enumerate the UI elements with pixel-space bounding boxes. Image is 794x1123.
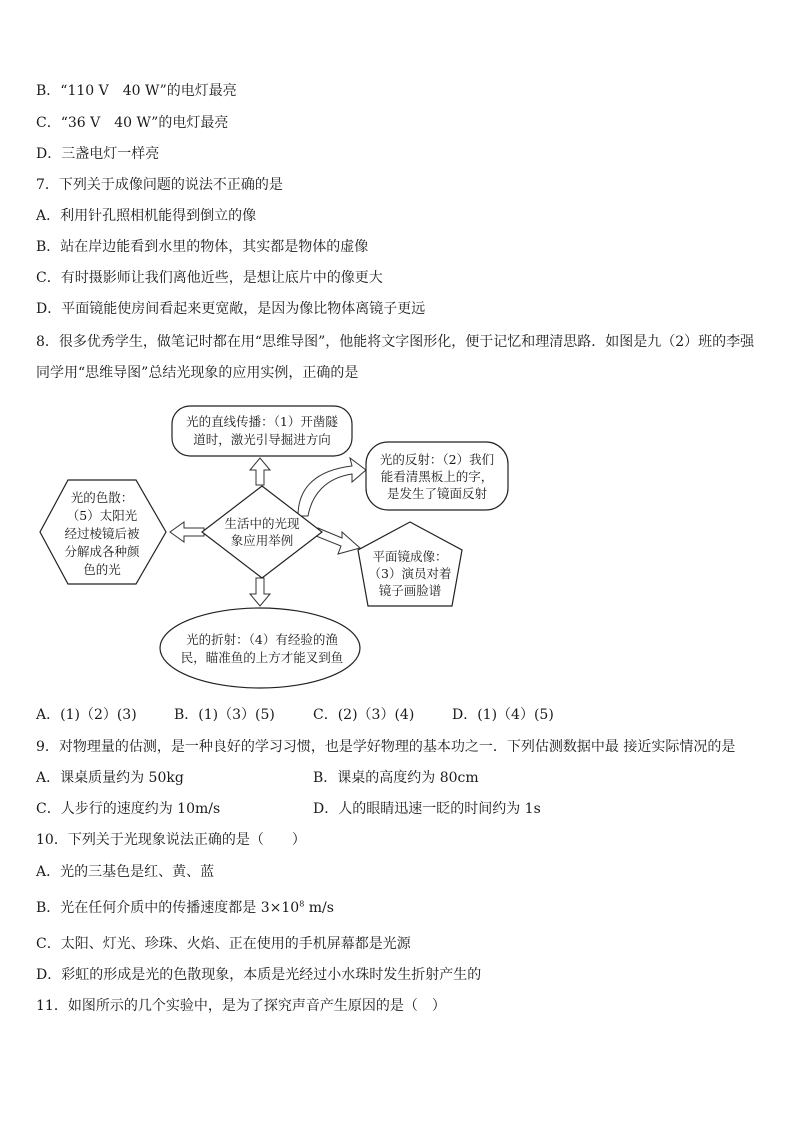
- arrow-left: [170, 522, 204, 542]
- arrow-curved-right-up: [298, 458, 366, 516]
- box-reflection: [366, 442, 508, 510]
- box-straight-propagation: [172, 406, 352, 456]
- option-c-36v: C．“36 V 40 W”的电灯最亮: [36, 115, 229, 131]
- q10-option-a: A．光的三基色是红、黄、蓝: [36, 864, 215, 880]
- q7-option-c: C．有时摄影师让我们离他近些，是想让底片中的像更大: [36, 270, 383, 286]
- box-reflection-line1: 光的反射：（2）我们: [379, 452, 495, 467]
- q7-option-b: B．站在岸边能看到水里的物体，其实都是物体的虚像: [36, 239, 369, 255]
- option-d-same: D．三盏电灯一样亮: [36, 146, 160, 162]
- q8-option-b: B．(1)（3）(5): [174, 707, 275, 723]
- box-dispersion-line5: 色的光: [83, 562, 121, 577]
- question-7-stem: 7．下列关于成像问题的说法不正确的是: [36, 177, 283, 193]
- box-top-line1: 光的直线传播：（1）开凿隧: [186, 414, 338, 429]
- q8-option-a: A．(1)（2）(3): [36, 707, 137, 723]
- question-11-stem: 11．如图所示的几个实验中，是为了探究声音产生原因的是（ ）: [36, 998, 446, 1014]
- mind-map-diagram: [36, 398, 766, 694]
- box-mirror-line3: 镜子画脸谱: [378, 583, 442, 598]
- box-refraction-line1: 光的折射：（4）有经验的渔: [186, 632, 338, 647]
- box-reflection-line3: 是发生了镜面反射: [386, 486, 488, 501]
- option-b-110v: B．“110 V 40 W”的电灯最亮: [36, 83, 237, 99]
- q8-option-d: D．(1)（4）(5): [452, 707, 554, 723]
- box-top-line2: 道时，激光引导掘进方向: [193, 432, 331, 447]
- question-8-stem-line1: 8．很多优秀学生，做笔记时都在用“思维导图”，他能将文字图形化，便于记忆和理清思路．如图是九（2）班的李强: [36, 334, 755, 350]
- box-dispersion-line2: （5）太阳光: [66, 508, 138, 523]
- box-dispersion-line1: 光的色散：: [70, 490, 134, 505]
- q10-option-b-suffix: m/s: [304, 900, 334, 916]
- box-dispersion-line3: 经过棱镜后被: [64, 526, 140, 541]
- q10-option-c: C．太阳、灯光、珍珠、火焰、正在使用的手机屏幕都是光源: [36, 936, 411, 952]
- q9-option-a: A．课桌质量约为 50kg: [36, 770, 184, 786]
- box-mirror-line2: （3）演员对着: [368, 566, 452, 581]
- question-8-stem-line2: 同学用“思维导图”总结光现象的应用实例，正确的是: [36, 365, 359, 381]
- question-10-stem: 10．下列关于光现象说法正确的是（ ）: [36, 832, 306, 848]
- box-dispersion-line4: 分解成各种颜: [64, 544, 140, 559]
- question-9-stem: 9．对物理量的估测，是一种良好的学习习惯，也是学好物理的基本功之一．下列估测数据中最 接近实际情况的是: [36, 739, 736, 755]
- q7-option-d: D．平面镜能使房间看起来更宽敞，是因为像比物体离镜子更远: [36, 301, 426, 317]
- q9-option-d: D．人的眼睛迅速一眨的时间约为 1s: [313, 801, 541, 817]
- q10-option-d: D．彩虹的形成是光的色散现象，本质是光经过小水珠时发生折射产生的: [36, 967, 482, 983]
- box-refraction: [160, 608, 360, 688]
- box-plane-mirror: [358, 522, 462, 606]
- q10-option-b-exponent: 8: [299, 899, 305, 909]
- q8-option-c: C．(2)（3）(4): [313, 707, 415, 723]
- arrow-down: [250, 578, 270, 606]
- arrow-up: [250, 458, 270, 485]
- q9-option-c: C．人步行的速度约为 10m/s: [36, 801, 221, 817]
- q9-option-b: B．课桌的高度约为 80cm: [313, 770, 479, 786]
- q7-option-a: A．利用针孔照相机能得到倒立的像: [36, 208, 257, 224]
- center-text-line1: 生活中的光现: [224, 516, 300, 531]
- box-dispersion: [40, 480, 166, 584]
- q10-option-b-prefix: B．光在任何介质中的传播速度都是 3×10: [36, 900, 300, 916]
- box-mirror-line1: 平面镜成像：: [372, 549, 448, 564]
- box-refraction-line2: 民，瞄准鱼的上方才能叉到鱼: [180, 650, 344, 665]
- center-text-line2: 象应用举例: [230, 533, 294, 548]
- box-reflection-line2: 能看清黑板上的字，: [380, 469, 494, 484]
- q10-option-b: [36, 898, 334, 918]
